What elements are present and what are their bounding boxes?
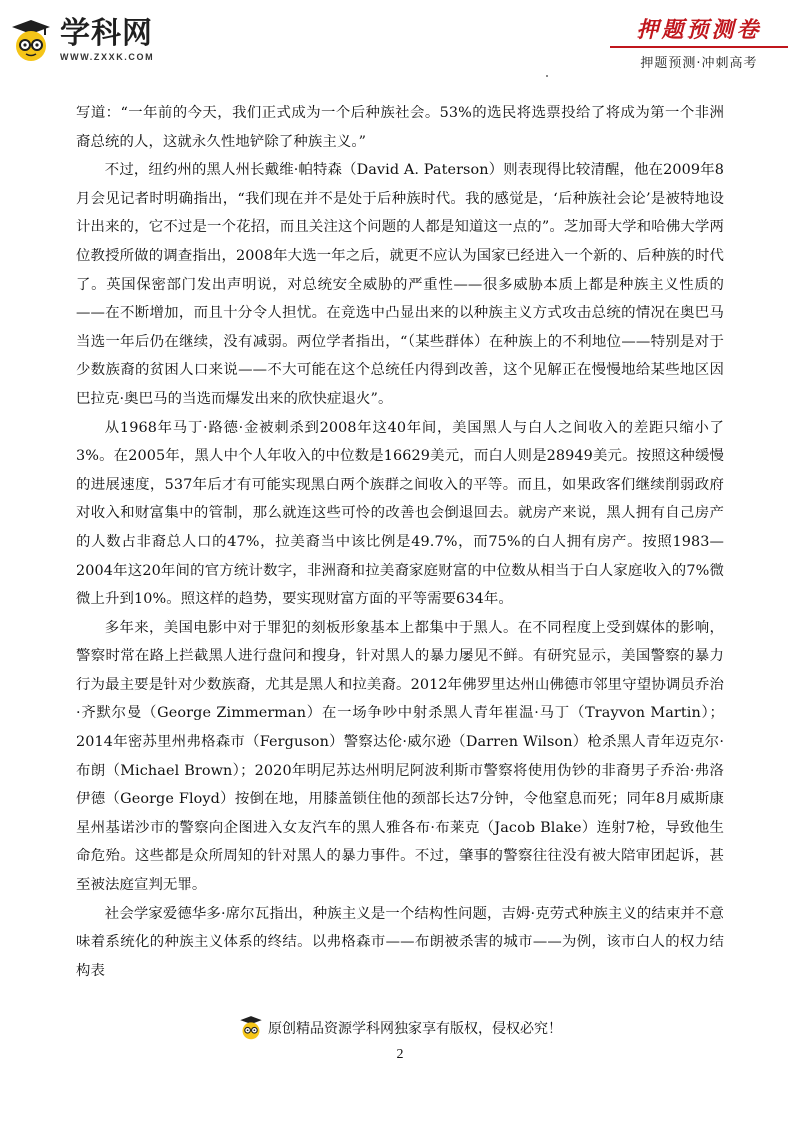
logo-url: WWW.ZXXK.COM bbox=[60, 52, 155, 62]
brand-subtitle: 押题预测·冲刺高考 bbox=[640, 56, 758, 71]
site-logo[interactable] bbox=[8, 18, 154, 64]
paragraph: 写道：“一年前的今天，我们正式成为一个后种族社会。53%的选民将选票投给了将成为第一个非洲裔总统的人，这就永久性地铲除了种族主义。” bbox=[76, 105, 724, 150]
paragraph: 多年来，美国电影中对于罪犯的刻板形象基本上都集中于黑人。在不同程度上受到媒体的影响，警察时常在路上拦截黑人进行盘问和搜身，针对黑人的暴力屡见不鲜。有研究显示，美国警察的暴力行为最主要是针对少数族裔，尤其是黑人和拉美裔。2012年佛罗里达州山佛德市邻里守望协调员乔治·齐默尔曼（George Zimmerman）在一场争吵中射杀黑人青年崔温·马丁（Trayvon Martin）；2014年密苏里州弗格森市（Ferguson）警察达伦·威尔逊（Darren Wilson）枪杀黑人青年迈克尔·布朗（Michael Brown）；2020年明尼苏达州明尼阿波利斯市警察将使用伪钞的非裔男子乔治·弗洛伊德（George Floyd）按倒在地，用膝盖锁住他的颈部长达7分钟，令他窒息而死；同年8月威斯康星州基诺沙市的警察向企图进入女友汽车的黑人雅各布·布莱克（Jacob Blake）连射7枪，导致他生命危殆。这些都是众所周知的针对黑人的暴力事件。不过，肇事的警察往往没有被大陪审团起诉，甚至被法庭宣判无罪。 bbox=[76, 619, 724, 894]
decorative-dot bbox=[546, 75, 548, 77]
brand-divider bbox=[610, 46, 788, 48]
page-header bbox=[0, 0, 800, 80]
page-number: 2 bbox=[396, 1047, 404, 1062]
copyright-text: 原创精品资源学科网独家享有版权，侵权必究！ bbox=[268, 1021, 562, 1037]
paragraph: 社会学家爱德华多·席尔瓦指出，种族主义是一个结构性问题，吉姆·克劳式种族主义的结束并不意味着系统化的种族主义体系的终结。以弗格森市——布朗被杀害的城市——为例，该市白人的权力结构表 bbox=[76, 905, 724, 979]
logo-name: 学科网 bbox=[60, 16, 153, 51]
mascot-icon bbox=[238, 1015, 264, 1041]
copyright-notice bbox=[0, 1015, 800, 1041]
paragraph: 从1968年马丁·路德·金被刺杀到2008年这40年间，美国黑人与白人之间收入的差距只缩小了3%。在2005年，黑人中个人年收入的中位数是16629美元，而白人则是28949美元。按照这种缓慢的进展速度，537年后才有可能实现黑白两个族群之间收入的平等。而且，如果政客们继续削弱政府对收入和财富集中的管制，那么就连这些可怜的改善也会倒退回去。就房产来说，黑人拥有自己房产的人数占非裔总人口的47%，拉美裔当中该比例是49.7%，而75%的白人拥有房产。按照1983—2004年这20年间的官方统计数字，非洲裔和拉美裔家庭财富的中位数从相当于白人家庭收入的7%微微上升到10%。照这样的趋势，要实现财富方面的平等需要634年。 bbox=[76, 419, 724, 608]
brand-banner bbox=[610, 16, 788, 71]
document-body bbox=[76, 99, 724, 985]
paragraph: 不过，纽约州的黑人州长戴维·帕特森（David A. Paterson）则表现得比较清醒，他在2009年8月会见记者时明确指出，“我们现在并不是处于后种族时代。我的感觉是，‘后种族社会论’是被特地设计出来的，它不过是一个花招，而且关注这个问题的人都是知道这一点的”。芝加哥大学和哈佛大学两位教授所做的调查指出，2008年大选一年之后，就更不应认为国家已经进入一个新的、后种族的时代了。英国保密部门发出声明说，对总统安全威胁的严重性——很多威胁本质上都是种族主义性质的——在不断增加，而且十分令人担忧。在竞选中凸显出来的以种族主义方式攻击总统的情况在奥巴马当选一年后仍在继续，没有减弱。两位学者指出，“（某些群体）在种族上的不利地位——特别是对于少数族裔的贫困人口来说——不大可能在这个总统任内得到改善，这个见解正在慢慢地给某些地区因巴拉克·奥巴马的当选而爆发出来的欣快症退火”。 bbox=[76, 162, 724, 407]
brand-title: 押题预测卷 bbox=[636, 17, 762, 43]
mascot-icon bbox=[8, 18, 54, 64]
